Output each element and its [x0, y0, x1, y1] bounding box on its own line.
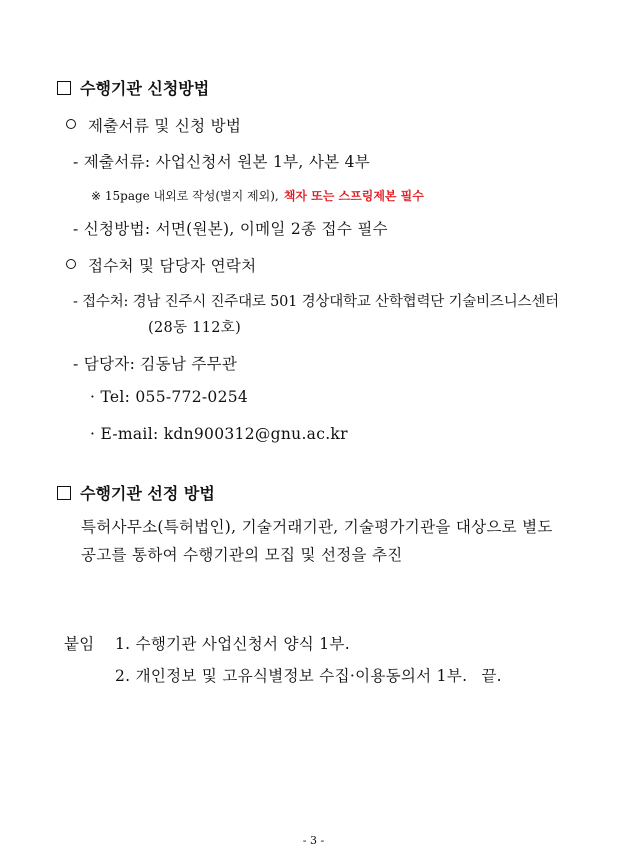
section-heading-selection — [57, 481, 215, 504]
attachment-item-2-text: 2. 개인정보 및 고유식별정보 수집·이용동의서 1부. — [115, 667, 468, 685]
note-required: 책자 또는 스프링제본 필수 — [283, 189, 424, 203]
checkbox-square-icon — [57, 486, 71, 500]
selection-body-2: 공고를 통하여 수행기관의 모집 및 선정을 추진 — [81, 546, 403, 564]
address-line-2: (28동 112호) — [148, 320, 242, 336]
address-line: - 접수처: 경남 진주시 진주대로 501 경상대학교 산학협력단 기술비즈니스센터 — [73, 294, 559, 310]
attachment-item-2 — [115, 664, 502, 686]
checkbox-square-icon — [57, 81, 71, 95]
contact-heading-text: 접수처 및 담당자 연락처 — [88, 257, 257, 275]
section-title: 수행기관 신청방법 — [80, 79, 210, 98]
section-heading-method — [57, 76, 209, 99]
section-title: 수행기관 선정 방법 — [80, 484, 215, 503]
note-line — [91, 185, 424, 204]
page-number: - 3 - — [302, 834, 325, 847]
docs-heading — [66, 114, 241, 136]
attachment-label: 붙임 — [64, 635, 95, 653]
end-mark: 끝. — [481, 667, 502, 685]
docs-heading-text: 제출서류 및 신청 방법 — [88, 117, 242, 135]
attachment-item-1: 1. 수행기관 사업신청서 양식 1부. — [115, 635, 350, 653]
circle-bullet-icon — [66, 119, 76, 129]
email-line: · E-mail: kdn900312@gnu.ac.kr — [90, 425, 348, 443]
contact-heading — [66, 254, 256, 276]
selection-body-1: 특허사무소(특허법인), 기술거래기관, 기술평가기관을 대상으로 별도 — [81, 518, 553, 536]
tel-line: · Tel: 055-772-0254 — [90, 388, 249, 406]
docs-line: - 제출서류: 사업신청서 원본 1부, 사본 4부 — [73, 153, 371, 171]
apply-line: - 신청방법: 서면(원본), 이메일 2종 접수 필수 — [73, 220, 388, 238]
circle-bullet-icon — [66, 259, 76, 269]
note-prefix: ※ 15page 내외로 작성(별지 제외), — [91, 189, 279, 203]
manager-line: - 담당자: 김동남 주무관 — [73, 355, 238, 373]
